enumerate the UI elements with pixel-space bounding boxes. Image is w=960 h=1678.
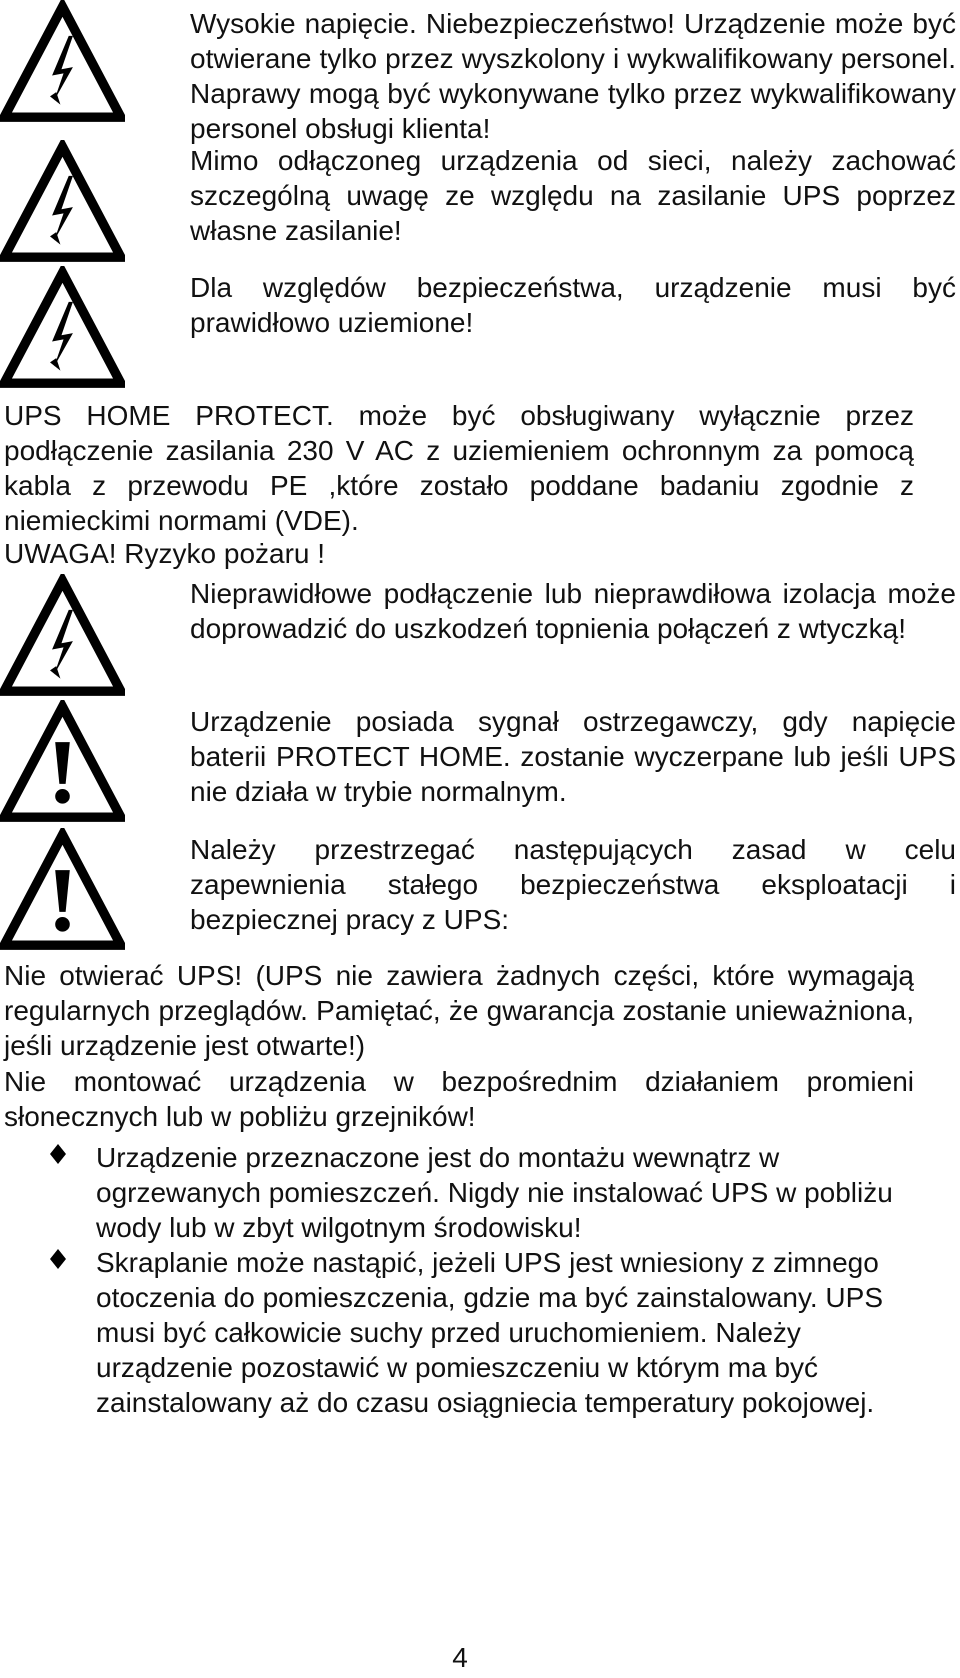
warning-text: Dla względów bezpieczeństwa, urządzenie musi być prawidłowo uziemione! <box>190 272 956 338</box>
ups-connection-paragraph: UPS HOME PROTECT. może być obsługiwany wyłącznie przez podłączenie zasilania 230 V AC z uziemieniem ochronnym za pomocą kabla z przewodu PE ,które zostało poddane badaniu zgodnie z niemieckimi normami (VDE). <box>4 400 914 536</box>
exclamation-warning-icon <box>0 700 125 826</box>
exclamation-warning-icon <box>0 828 125 954</box>
warning-text: Nieprawidłowe podłączenie lub nieprawdiłowa izolacja może doprowadzić do uszkodzeń topnienia połączeń z wtyczką! <box>190 578 956 644</box>
warning-text: Wysokie napięcie. Niebezpieczeństwo! Urządzenie może być otwierane tylko przez wyszkolony i wykwalifikowany personel. Naprawy mogą być wykonywane tylko przez wykwalifikowany personel obsługi klienta! <box>190 8 956 144</box>
rule-paragraph: Nie montować urządzenia w bezpośrednim działaniem promieni słonecznych lub w pobliżu grzejników! <box>4 1066 914 1132</box>
warning-text: Należy przestrzegać następujących zasad w celu zapewnienia stałego bezpieczeństwa eksploatacji i bezpiecznej pracy z UPS: <box>190 834 956 935</box>
high-voltage-warning-icon <box>0 140 125 266</box>
bullet-text: Urządzenie przeznaczone jest do montażu wewnątrz w ogrzewanych pomieszczeń. Nigdy nie instalować UPS w pobliżu wody lub w zbyt wilgotnym środowisku! <box>96 1142 893 1243</box>
rule-paragraph: Nie otwierać UPS! (UPS nie zawiera żadnych części, które wymagają regularnych przeglądów. Pamiętać, że gwarancja zostanie unieważniona, jeśli urządzenie jest otwarte!) <box>4 960 914 1061</box>
high-voltage-warning-icon <box>0 574 125 700</box>
high-voltage-warning-icon <box>0 266 125 392</box>
high-voltage-warning-icon <box>0 0 125 126</box>
warning-text: Urządzenie posiada sygnał ostrzegawczy, gdy napięcie baterii PROTECT HOME. zostanie wyczerpane lub jeśli UPS nie działa w trybie normalnym. <box>190 706 956 807</box>
bullet-text: Skraplanie może nastąpić, jeżeli UPS jest wniesiony z zimnego otoczenia do pomieszczenia, gdzie ma być zainstalowany. UPS musi być całkowicie suchy przed uruchomieniem. Należy urządzenie pozostawić w pomieszczeniu w którym ma być zainstalowany aż do czasu osiągniecia temperatury pokojowej. <box>96 1247 883 1418</box>
page-number: 4 <box>452 1642 468 1673</box>
fire-risk-heading: UWAGA! Ryzyko pożaru ! <box>4 538 326 569</box>
warning-text: Mimo odłączoneg urządzenia od sieci, należy zachować szczególną uwagę ze względu na zasilanie UPS poprzez własne zasilanie! <box>190 145 956 246</box>
diamond-bullet-icon <box>50 1144 66 1164</box>
diamond-bullet-icon <box>50 1249 66 1269</box>
